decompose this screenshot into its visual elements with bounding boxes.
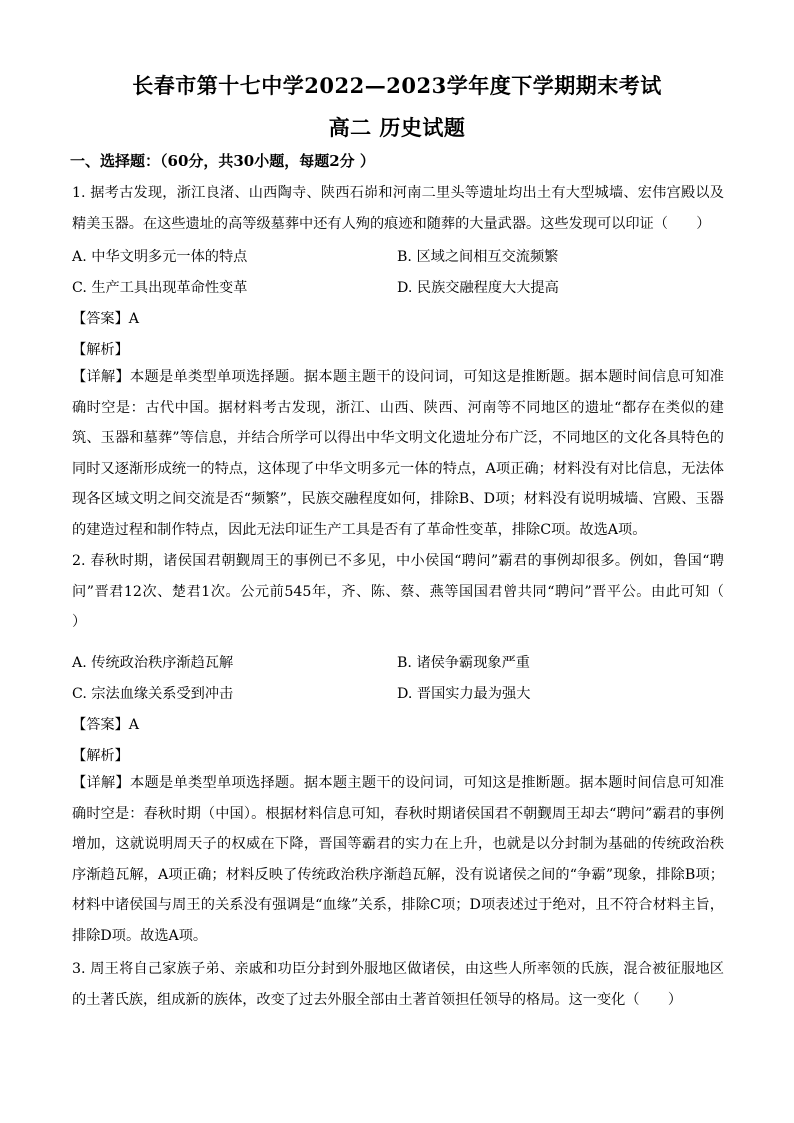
question-1-option-b: B. 区域之间相互交流频繁 xyxy=(397,249,559,265)
question-1-option-d: D. 民族交融程度大大提高 xyxy=(397,280,559,296)
question-2-analysis-label: 【解析】 xyxy=(72,748,129,764)
question-1-detail: 【详解】本题是单类型单项选择题。据本题主题干的设问词，可知这是推断题。据本题时间信息可知准确时空是：古代中国。据材料考古发现，浙江、山西、陕西、河南等不同地区的遗址“都存在类似的建筑、玉器和墓葬”等信息，并结合所学可以得出中华文明文化遗址分布广泛，不同地区的文化各具特色的同时又逐渐形成统一的特点，这体现了中华文明多元一体的特点，A项正确；材料没有对比信息，无法体现各区域文明之间交流是否“频繁”，民族交融程度如何，排除B、D项；材料没有说明城墙、宫殿、玉器的建造过程和制作特点，因此无法印证生产工具是否有了革命性变革，排除C项。故选A项。 xyxy=(72,369,724,538)
question-2-answer: 【答案】A xyxy=(72,717,139,733)
question-1-analysis-label: 【解析】 xyxy=(72,342,129,358)
question-2-stem: 2. 春秋时期，诸侯国君朝觐周王的事例已不多见，中小侯国“聘问”霸君的事例却很多。例如，鲁国“聘问”晋君12次、楚君1次。公元前545年，齐、陈、蔡、燕等国国君曾共同“聘问”晋平公。由此可知（ ） xyxy=(72,553,753,631)
question-2-option-d: D. 晋国实力最为强大 xyxy=(397,686,531,702)
section-heading: 一、选择题：（60分，共30小题，每题2分 ） xyxy=(70,152,375,170)
question-1-stem: 1. 据考古发现，浙江良渚、山西陶寺、陕西石峁和河南二里头等遗址均出土有大型城墙、宏伟宫殿以及精美玉器。在这些遗址的高等级墓葬中还有人殉的痕迹和随葬的大量武器。这些发现可以印证（ ） xyxy=(72,185,724,232)
exam-title: 长春市第十七中学2022—2023学年度下学期期末考试 xyxy=(132,73,662,98)
question-1-option-c: C. 生产工具出现革命性变革 xyxy=(72,280,248,296)
question-2-option-a: A. 传统政治秩序渐趋瓦解 xyxy=(72,655,234,671)
question-2-detail: 【详解】本题是单类型单项选择题。据本题主题干的设问词，可知这是推断题。据本题时间信息可知准确时空是：春秋时期（中国）。根据材料信息可知，春秋时期诸侯国君不朝觐周王却去“聘问”霸君的事例增加，这就说明周天子的权威在下降，晋国等霸君的实力在上升，也就是以分封制为基础的传统政治秩序渐趋瓦解，A项正确；材料反映了传统政治秩序渐趋瓦解，没有说诸侯之间的“争霸”现象，排除B项；材料中诸侯国与周王的关系没有强调是“血缘”关系，排除C项；D项表述过于绝对，且不符合材料主旨，排除D项。故选A项。 xyxy=(72,775,724,944)
question-1-option-a: A. 中华文明多元一体的特点 xyxy=(72,249,248,265)
question-3-stem: 3. 周王将自己家族子弟、亲戚和功臣分封到外服地区做诸侯，由这些人所率领的氏族，混合被征服地区的土著氏族，组成新的族体，改变了过去外服全部由土著首领担任领导的格局。这一变化（ ） xyxy=(72,961,724,1008)
question-2-option-b: B. 诸侯争霸现象严重 xyxy=(397,655,530,671)
exam-subtitle: 高二 历史试题 xyxy=(328,115,466,140)
question-1-answer: 【答案】A xyxy=(72,311,139,327)
question-2-option-c: C. 宗法血缘关系受到冲击 xyxy=(72,686,234,702)
